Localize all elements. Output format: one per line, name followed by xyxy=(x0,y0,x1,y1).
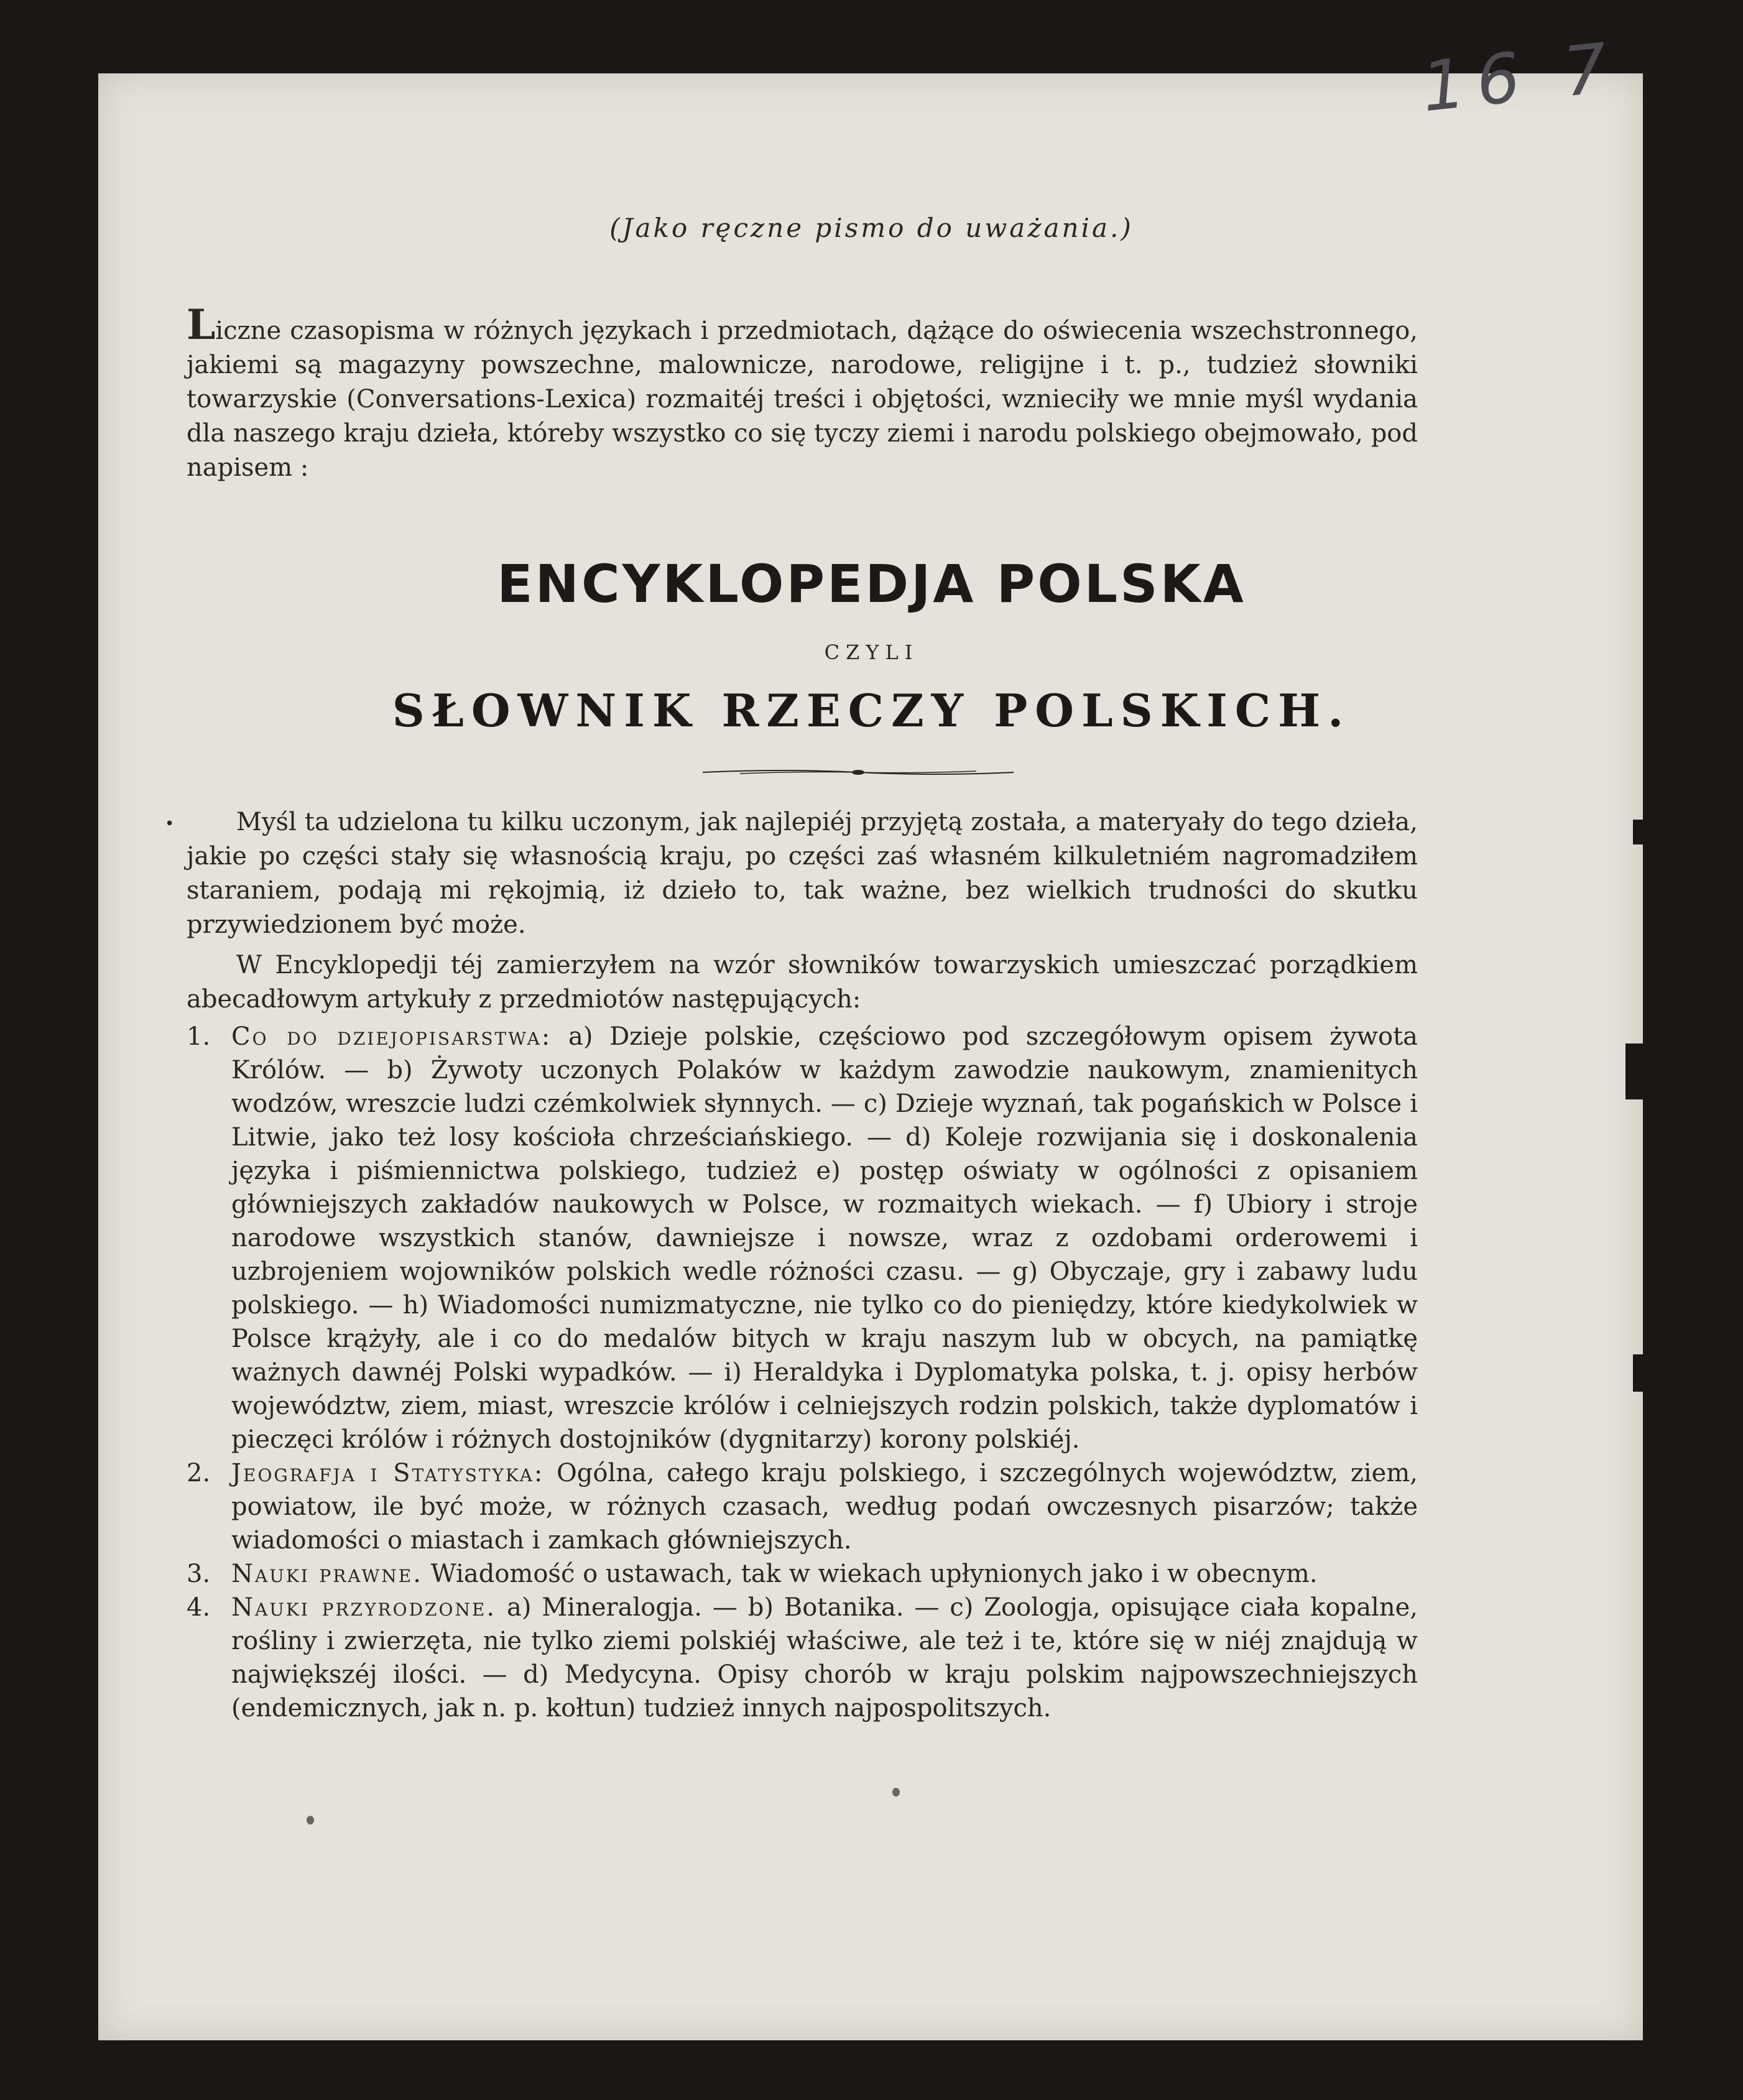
item-text: a) Dzieje polskie, częściowo pod szczegółowym opisem żywota Królów. — b) Żywoty uczonych Polaków w każdym zawodzie naukowym, znamienitych wodzów, wreszcie ludzi czémkolwiek słynnych. — c) Dzieje wyznań, tak pogańskich w Polsce i Litwie, jako też losy kościoła chrześciańskiego. — d) Koleje rozwijania się i doskonalenia języka i piśmiennictwa polskiego, tudzież e) postęp oświaty w ogólności z opisaniem główniejszych zakładów naukowych w Polsce, w rozmaitych wiekach. — f) Ubiory i stroje narodowe wszystkich stanów, dawniejsze i nowsze, wraz z ozdobami orderowemi i uzbrojeniem wojowników polskich wedle różności czasu. — g) Obyczaje, gry i zabawy ludu polskiego. — h) Wiadomości numizmatyczne, nie tylko co do pieniędzy, które kiedykolwiek w Polsce krążyły, ale i co do medalów bitych w kraju naszym lub w obcych, na pamiątkę ważnych dawnéj Polski wypadków. — i) Heraldyka i Dyplomatyka polska, t. j. opisy herbów województw, ziem, miast, wreszcie królów i celniejszych rodzin polskich, także dyplomatów i pieczęci królów i różnych dostojników (dygnitarzy) korony polskiéj. xyxy=(231,1022,1418,1454)
intro-paragraph xyxy=(187,300,1418,485)
item-heading: Jeografja i Statystyka: xyxy=(231,1459,545,1487)
paper-tear xyxy=(1633,820,1647,844)
main-title: ENCYKLOPEDJA POLSKA xyxy=(497,553,1246,614)
list-item xyxy=(187,1456,1418,1557)
item-heading: Co do dziejopisarstwa: xyxy=(231,1022,552,1051)
handwritten-page-number: 16 7 xyxy=(1418,27,1622,127)
ink-spot xyxy=(892,1788,900,1797)
ink-spot xyxy=(307,1816,314,1825)
list-item xyxy=(187,1557,1418,1591)
drop-initial: L xyxy=(187,300,216,349)
paper-tear xyxy=(1625,1043,1647,1099)
list-item xyxy=(187,1020,1418,1456)
item-heading: Nauki przyrodzone. xyxy=(231,1593,497,1622)
czyli-connector: CZYLI xyxy=(824,641,919,664)
bullet-mark: • xyxy=(165,815,175,833)
item-text: a) Mineralogja. — b) Botanika. — c) Zoologja, opisujące ciała kopalne, rośliny i zwierzęta, nie tylko ziemi polskiéj właściwe, ale też i te, które się w niéj znajdują w największéj ilości. — d) Medycyna. Opisy chorób w kraju polskim najpowszechniejszych (endemicznych, jak n. p. kołtun) tudzież innych najpospolitszych. xyxy=(231,1593,1418,1723)
paragraph-2: W Encyklopedji téj zamierzyłem na wzór słowników towarzyskich umieszczać porządkiem abecadłowym artykuły z przedmiotów następujących: xyxy=(187,951,1418,1014)
subject-list xyxy=(187,1020,1418,1725)
item-text: Wiadomość o ustawach, tak w wiekach upłynionych jako i w obecnym. xyxy=(430,1560,1318,1588)
intro-text: iczne czasopisma w różnych językach i przedmiotach, dążące do oświecenia wszechstronnego, jakiemi są magazyny powszechne, malownicze, narodowe, religijne i t. p., tudzież słowniki towarzyskie (Conversations-Lexica) rozmaitéj treści i objętości, wznieciły we mnie myśl wydania dla naszego kraju dzieła, któreby wszystko co się tyczy ziemi i narodu polskiego obejmowało, pod napisem : xyxy=(187,317,1418,482)
item-number: 4. xyxy=(187,1593,211,1622)
subtitle: SŁOWNIK RZECZY POLSKICH. xyxy=(392,684,1351,737)
paragraph-1: Myśl ta udzielona tu kilku uczonym, jak najlepiéj przyjętą została, a materyały do tego dzieła, jakie po części stały się własnością kraju, po części zaś własném kilkuletniém nagromadziłem staraniem, podają mi rękojmią, iż dzieło to, tak ważne, bez wielkich trudności do skutku przywiedzionem być może. xyxy=(187,808,1418,939)
notice-line: (Jako ręczne pismo do uważania.) xyxy=(609,213,1134,243)
paper-tear xyxy=(1633,1354,1647,1392)
list-item xyxy=(187,1591,1418,1725)
item-number: 3. xyxy=(187,1560,211,1588)
item-heading: Nauki prawne. xyxy=(231,1560,423,1588)
item-number: 2. xyxy=(187,1459,211,1487)
ornament-divider xyxy=(703,766,1014,779)
item-text: Ogólna, całego kraju polskiego, i szczególnych województw, ziem, powiatow, ile być może, w różnych czasach, według podań owczesnych pisarzów; także wiadomości o miastach i zamkach główniejszych. xyxy=(231,1459,1418,1555)
item-number: 1. xyxy=(187,1022,211,1051)
